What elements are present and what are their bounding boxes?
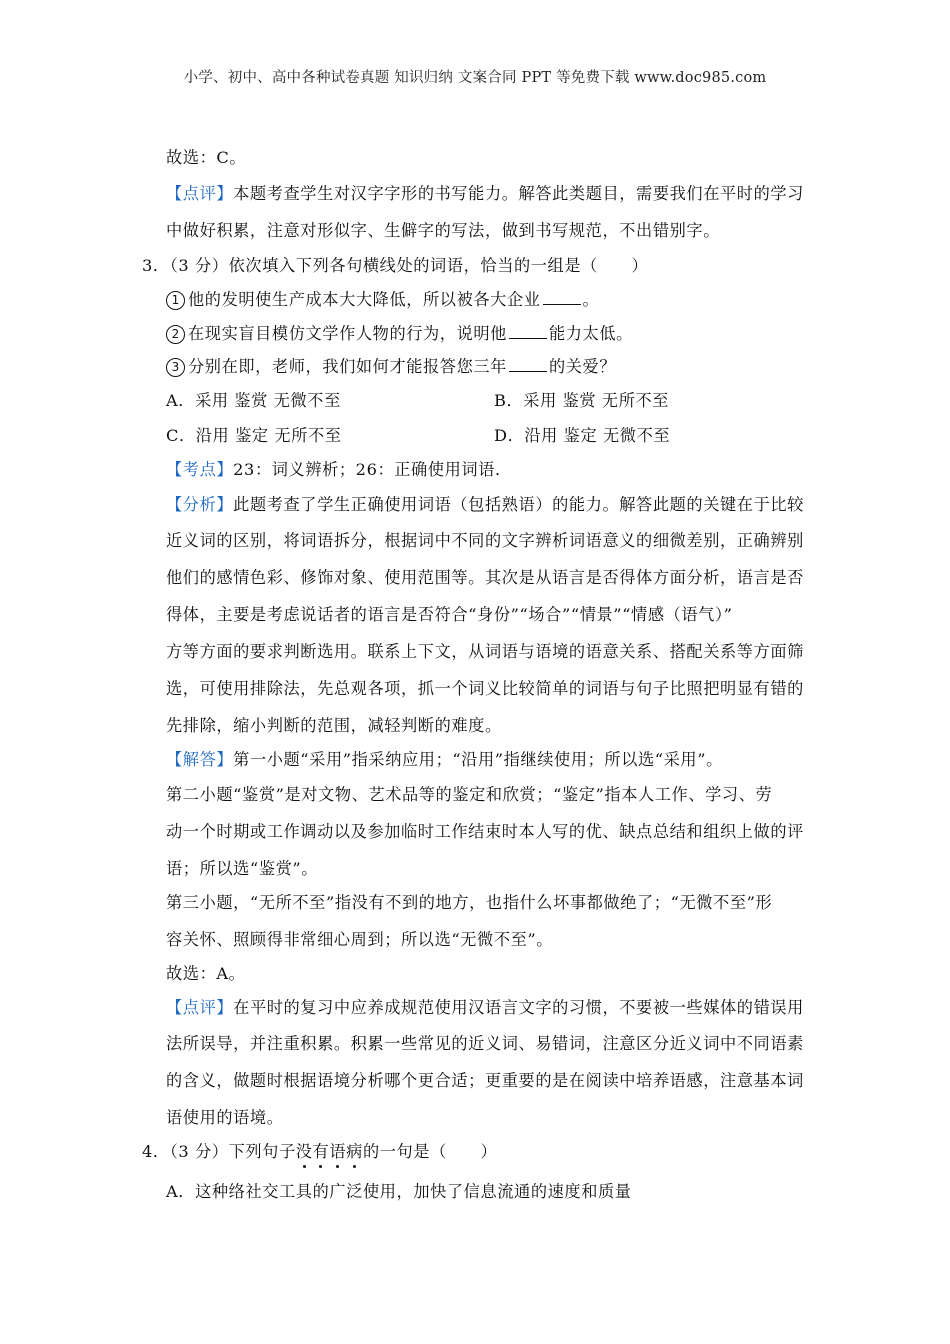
question-3-stem: 3．（3 分）依次填入下列各句横线处的词语，恰当的一组是（ ） bbox=[142, 256, 649, 275]
fill-blank bbox=[509, 357, 547, 372]
q3-sentence-1: 1 他的发明使生产成本大大降低，所以被各大企业 。 bbox=[166, 289, 599, 311]
q3-jieda-line-5: 第三小题，“无所不至”指没有不到的地方，也指什么坏事都做绝了；“无微不至”形 bbox=[166, 893, 773, 912]
q3-fenxi-line-3: 他们的感情色彩、修饰对象、使用范围等。其次是从语言是否得体方面分析，语言是否 bbox=[166, 568, 804, 587]
jieda-tag: 【解答】 bbox=[166, 750, 234, 769]
q3-jieda-line-2: 第二小题“鉴赏”是对文物、艺术品等的鉴定和欣赏；“鉴定”指本人工作、学习、劳 bbox=[166, 785, 773, 804]
dianping-tag: 【点评】 bbox=[166, 998, 234, 1017]
q3-dianping-line-3: 的含义，做题时根据语境分析哪个更合适；更重要的是在阅读中培养语感，注意基本词 bbox=[166, 1071, 804, 1090]
q3-dianping-line-4: 语使用的语境。 bbox=[166, 1108, 284, 1127]
question-number: 3． bbox=[142, 256, 170, 275]
q3-option-a: A．采用 鉴赏 无微不至 bbox=[166, 391, 341, 410]
q3-kaodian: 【考点】23：词义辨析；26：正确使用词语． bbox=[166, 460, 512, 479]
page-header: 小学、初中、高中各种试卷真题 知识归纳 文案合同 PPT 等免费下载 www.doc985.com bbox=[183, 70, 767, 86]
q3-answer: 故选：A。 bbox=[166, 964, 246, 983]
q3-jieda-line-6: 容关怀、照顾得非常细心周到；所以选“无微不至”。 bbox=[166, 930, 554, 949]
q3-option-b: B．采用 鉴赏 无所不至 bbox=[494, 391, 670, 410]
q3-sentence-2: 2 在现实盲目模仿文学作人物的行为，说明他 能力太低。 bbox=[166, 323, 633, 345]
emphasis-char: 语 bbox=[329, 1142, 347, 1161]
fill-blank bbox=[543, 290, 581, 305]
prev-answer: 故选：C。 bbox=[166, 148, 247, 167]
q3-fenxi-line-6: 选，可使用排除法，先总观各项，抓一个词义比较简单的词语与句子比照把明显有错的 bbox=[166, 679, 804, 698]
emphasis-char: 病 bbox=[346, 1142, 363, 1161]
emphasis-char: 有 bbox=[312, 1142, 330, 1161]
q3-dianping-line-1: 【点评】在平时的复习中应养成规范使用汉语言文字的习惯，不要被一些媒体的错误用 bbox=[166, 998, 804, 1017]
fill-blank bbox=[509, 324, 547, 339]
q4-option-a: A．这种络社交工具的广泛使用，加快了信息流通的速度和质量 bbox=[166, 1182, 632, 1201]
q3-fenxi-line-5: 方等方面的要求判断选用。联系上下文，从词语与语境的语意关系、搭配关系等方面筛 bbox=[166, 642, 804, 661]
q3-option-c: C．沿用 鉴定 无所不至 bbox=[166, 426, 342, 445]
q3-fenxi-line-4: 得体，主要是考虑说话者的语言是否符合“身份”“场合”“情景”“情感（语气）” bbox=[166, 605, 733, 624]
emphasis-char: 没 bbox=[295, 1142, 313, 1161]
circled-number-2: 2 bbox=[166, 325, 185, 344]
q3-fenxi-line-1: 【分析】此题考查了学生正确使用词语（包括熟语）的能力。解答此题的关键在于比较 bbox=[166, 495, 804, 514]
comment-tag: 【点评】 bbox=[166, 184, 234, 203]
q3-sentence-3: 3 分别在即，老师，我们如何才能报答您三年 的关爱？ bbox=[166, 356, 616, 378]
prev-comment-line-2: 中做好积累，注意对形似字、生僻字的写法，做到书写规范，不出错别字。 bbox=[166, 221, 720, 240]
kaodian-tag: 【考点】 bbox=[166, 460, 234, 479]
fenxi-tag: 【分析】 bbox=[166, 495, 234, 514]
q3-dianping-line-2: 法所误导，并注重积累。积累一些常见的近义词、易错词，注意区分近义词中不同语素 bbox=[166, 1034, 804, 1053]
circled-number-3: 3 bbox=[166, 358, 185, 377]
question-number: 4． bbox=[142, 1142, 170, 1161]
q3-jieda-line-1: 【解答】第一小题“采用”指采纳应用；“沿用”指继续使用；所以选“采用”。 bbox=[166, 750, 723, 769]
q3-fenxi-line-7: 先排除，缩小判断的范围，减轻判断的难度。 bbox=[166, 716, 502, 735]
q3-fenxi-line-2: 近义词的区别，将词语拆分，根据词中不同的文字辨析词语意义的细微差别，正确辨别 bbox=[166, 531, 804, 550]
question-4-stem: 4．（3 分）下列句子没有语病的一句是（ ） bbox=[142, 1142, 498, 1161]
q3-jieda-line-3: 动一个时期或工作调动以及参加临时工作结束时本人写的优、缺点总结和组织上做的评 bbox=[166, 822, 804, 841]
q3-option-d: D．沿用 鉴定 无微不至 bbox=[494, 426, 671, 445]
q3-jieda-line-4: 语；所以选“鉴赏”。 bbox=[166, 859, 319, 878]
circled-number-1: 1 bbox=[166, 291, 185, 310]
prev-comment-line-1: 【点评】本题考查学生对汉字字形的书写能力。解答此类题目，需要我们在平时的学习 bbox=[166, 184, 804, 203]
